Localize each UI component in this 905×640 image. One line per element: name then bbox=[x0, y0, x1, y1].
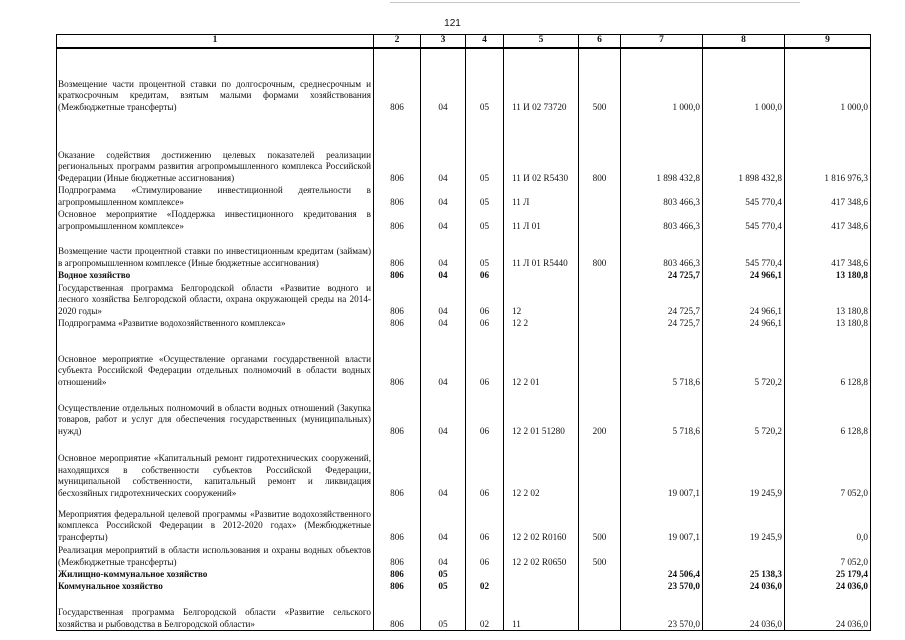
amount-2018-cell: 1 000,0 bbox=[621, 48, 703, 114]
amount-2019-cell: 545 770,4 bbox=[703, 209, 785, 233]
section-cell: 05 bbox=[421, 593, 466, 631]
scan-artifact-line bbox=[390, 2, 800, 3]
column-header: 5 bbox=[504, 35, 579, 48]
section-cell: 04 bbox=[421, 114, 466, 185]
ministry-code-cell: 806 bbox=[374, 48, 421, 114]
column-header: 1 bbox=[57, 35, 374, 48]
expense-type-cell bbox=[579, 282, 621, 318]
item-name-cell: Основное мероприятие «Капитальный ремонт гидротехнических сооружений, находящихся в собственности субъектов Российской Федерации, муниципальной собственности, капитальный ремонт и ликвидация бесхозяйных гидротехнических сооружений» bbox=[57, 438, 374, 500]
target-article-cell: 12 2 01 51280 bbox=[504, 389, 579, 438]
subsection-cell: 06 bbox=[466, 544, 504, 569]
table-row bbox=[57, 500, 871, 544]
ministry-code-cell: 806 bbox=[374, 569, 421, 581]
ministry-code-cell: 806 bbox=[374, 282, 421, 318]
amount-2020-cell: 417 348,6 bbox=[785, 233, 871, 270]
amount-2019-cell: 25 138,3 bbox=[703, 569, 785, 581]
amount-2019-cell: 24 036,0 bbox=[703, 581, 785, 593]
table-row bbox=[57, 569, 871, 581]
section-cell: 04 bbox=[421, 330, 466, 389]
item-name-cell: Возмещение части процентной ставки по долгосрочным, среднесрочным и краткосрочным кредитам, взятым малыми формами хозяйствования (Межбюджетные трансферты) bbox=[57, 48, 374, 114]
ministry-code-cell: 806 bbox=[374, 209, 421, 233]
amount-2018-cell: 803 466,3 bbox=[621, 209, 703, 233]
ministry-code-cell: 806 bbox=[374, 544, 421, 569]
amount-2018-cell: 24 506,4 bbox=[621, 569, 703, 581]
target-article-cell: 12 2 02 R0160 bbox=[504, 500, 579, 544]
amount-2018-cell: 5 718,6 bbox=[621, 389, 703, 438]
amount-2020-cell: 13 180,8 bbox=[785, 282, 871, 318]
column-header: 6 bbox=[579, 35, 621, 48]
target-article-cell: 12 2 02 R0650 bbox=[504, 544, 579, 569]
item-name-cell: Подпрограмма «Развитие водохозяйственного комплекса» bbox=[57, 318, 374, 330]
column-header: 9 bbox=[785, 35, 871, 48]
ministry-code-cell: 806 bbox=[374, 233, 421, 270]
section-cell: 04 bbox=[421, 318, 466, 330]
ministry-code-cell: 806 bbox=[374, 593, 421, 631]
table-header-row bbox=[57, 35, 871, 48]
table-row bbox=[57, 48, 871, 114]
amount-2019-cell bbox=[703, 544, 785, 569]
ministry-code-cell: 806 bbox=[374, 185, 421, 209]
expense-type-cell: 500 bbox=[579, 544, 621, 569]
target-article-cell bbox=[504, 581, 579, 593]
amount-2019-cell: 24 966,1 bbox=[703, 318, 785, 330]
amount-2020-cell: 417 348,6 bbox=[785, 209, 871, 233]
column-header: 4 bbox=[466, 35, 504, 48]
item-name-cell: Реализация мероприятий в области использования и охраны водных объектов (Межбюджетные трансферты) bbox=[57, 544, 374, 569]
amount-2018-cell: 803 466,3 bbox=[621, 185, 703, 209]
section-cell: 04 bbox=[421, 48, 466, 114]
table-row bbox=[57, 233, 871, 270]
table-row bbox=[57, 282, 871, 318]
table-row bbox=[57, 593, 871, 631]
amount-2018-cell: 23 570,0 bbox=[621, 593, 703, 631]
table-body bbox=[57, 48, 871, 631]
item-name-cell: Государственная программа Белгородской области «Развитие водного и лесного хозяйства Белгородской области, охрана окружающей среды на 2014-2020 годы» bbox=[57, 282, 374, 318]
subsection-cell: 05 bbox=[466, 185, 504, 209]
target-article-cell: 11 Л 01 bbox=[504, 209, 579, 233]
amount-2020-cell: 7 052,0 bbox=[785, 544, 871, 569]
amount-2018-cell: 5 718,6 bbox=[621, 330, 703, 389]
table-row bbox=[57, 544, 871, 569]
section-cell: 05 bbox=[421, 581, 466, 593]
subsection-cell: 02 bbox=[466, 593, 504, 631]
table-row bbox=[57, 389, 871, 438]
amount-2018-cell: 1 898 432,8 bbox=[621, 114, 703, 185]
table-row bbox=[57, 438, 871, 500]
target-article-cell: 11 Л bbox=[504, 185, 579, 209]
section-cell: 04 bbox=[421, 270, 466, 282]
target-article-cell: 11 Л 01 R5440 bbox=[504, 233, 579, 270]
amount-2020-cell: 13 180,8 bbox=[785, 318, 871, 330]
target-article-cell: 11 bbox=[504, 593, 579, 631]
page-number: 121 bbox=[444, 18, 461, 29]
amount-2019-cell: 1 000,0 bbox=[703, 48, 785, 114]
column-header: 7 bbox=[621, 35, 703, 48]
expense-type-cell bbox=[579, 569, 621, 581]
item-name-cell: Основное мероприятие «Осуществление органами государственной власти субъекта Российской Федерации отдельных полномочий в области водных отношений» bbox=[57, 330, 374, 389]
item-name-cell: Оказание содействия достижению целевых показателей реализации региональных программ развития агропромышленного комплекса Российской Федерации (Иные бюджетные ассигнования) bbox=[57, 114, 374, 185]
subsection-cell: 06 bbox=[466, 330, 504, 389]
amount-2018-cell bbox=[621, 544, 703, 569]
amount-2019-cell: 24 966,1 bbox=[703, 270, 785, 282]
amount-2019-cell: 545 770,4 bbox=[703, 185, 785, 209]
amount-2019-cell: 24 036,0 bbox=[703, 593, 785, 631]
item-name-cell: Осуществление отдельных полномочий в области водных отношений (Закупка товаров, работ и услуг для обеспечения государственных (муниципальных) нужд) bbox=[57, 389, 374, 438]
amount-2019-cell: 19 245,9 bbox=[703, 500, 785, 544]
table-row bbox=[57, 270, 871, 282]
amount-2018-cell: 24 725,7 bbox=[621, 318, 703, 330]
subsection-cell: 06 bbox=[466, 318, 504, 330]
amount-2020-cell: 6 128,8 bbox=[785, 330, 871, 389]
item-name-cell: Государственная программа Белгородской области «Развитие сельского хозяйства и рыбоводства в Белгородской области» bbox=[57, 593, 374, 631]
expense-type-cell bbox=[579, 270, 621, 282]
ministry-code-cell: 806 bbox=[374, 330, 421, 389]
target-article-cell: 12 2 bbox=[504, 318, 579, 330]
amount-2019-cell: 24 966,1 bbox=[703, 282, 785, 318]
section-cell: 05 bbox=[421, 569, 466, 581]
subsection-cell: 06 bbox=[466, 438, 504, 500]
item-name-cell: Коммунальное хозяйство bbox=[57, 581, 374, 593]
amount-2019-cell: 545 770,4 bbox=[703, 233, 785, 270]
amount-2018-cell: 803 466,3 bbox=[621, 233, 703, 270]
subsection-cell: 06 bbox=[466, 389, 504, 438]
subsection-cell: 06 bbox=[466, 500, 504, 544]
target-article-cell: 12 bbox=[504, 282, 579, 318]
ministry-code-cell: 806 bbox=[374, 581, 421, 593]
subsection-cell: 06 bbox=[466, 270, 504, 282]
expense-type-cell bbox=[579, 209, 621, 233]
expense-type-cell: 500 bbox=[579, 500, 621, 544]
ministry-code-cell: 806 bbox=[374, 270, 421, 282]
amount-2020-cell: 1 000,0 bbox=[785, 48, 871, 114]
budget-table bbox=[56, 34, 871, 631]
subsection-cell bbox=[466, 569, 504, 581]
amount-2018-cell: 24 725,7 bbox=[621, 270, 703, 282]
subsection-cell: 05 bbox=[466, 233, 504, 270]
target-article-cell: 12 2 01 bbox=[504, 330, 579, 389]
item-name-cell: Водное хозяйство bbox=[57, 270, 374, 282]
amount-2019-cell: 19 245,9 bbox=[703, 438, 785, 500]
expense-type-cell bbox=[579, 185, 621, 209]
expense-type-cell bbox=[579, 593, 621, 631]
item-name-cell: Жилищно-коммунальное хозяйство bbox=[57, 569, 374, 581]
section-cell: 04 bbox=[421, 282, 466, 318]
section-cell: 04 bbox=[421, 233, 466, 270]
column-header: 3 bbox=[421, 35, 466, 48]
expense-type-cell: 500 bbox=[579, 48, 621, 114]
table-row bbox=[57, 318, 871, 330]
amount-2020-cell: 417 348,6 bbox=[785, 185, 871, 209]
subsection-cell: 05 bbox=[466, 114, 504, 185]
target-article-cell: 12 2 02 bbox=[504, 438, 579, 500]
amount-2018-cell: 19 007,1 bbox=[621, 438, 703, 500]
item-name-cell: Возмещение части процентной ставки по инвестиционным кредитам (займам) в агропромышленном комплексе (Иные бюджетные ассигнования) bbox=[57, 233, 374, 270]
amount-2020-cell: 6 128,8 bbox=[785, 389, 871, 438]
ministry-code-cell: 806 bbox=[374, 500, 421, 544]
item-name-cell: Мероприятия федеральной целевой программы «Развитие водохозяйственного комплекса Российской Федерации в 2012-2020 годах» (Межбюджетные трансферты) bbox=[57, 500, 374, 544]
subsection-cell: 05 bbox=[466, 209, 504, 233]
subsection-cell: 05 bbox=[466, 48, 504, 114]
subsection-cell: 06 bbox=[466, 282, 504, 318]
section-cell: 04 bbox=[421, 544, 466, 569]
expense-type-cell bbox=[579, 330, 621, 389]
amount-2018-cell: 23 570,0 bbox=[621, 581, 703, 593]
expense-type-cell: 800 bbox=[579, 114, 621, 185]
table-row bbox=[57, 185, 871, 209]
table-row bbox=[57, 209, 871, 233]
target-article-cell: 11 И 02 R5430 bbox=[504, 114, 579, 185]
amount-2019-cell: 1 898 432,8 bbox=[703, 114, 785, 185]
expense-type-cell bbox=[579, 581, 621, 593]
amount-2020-cell: 0,0 bbox=[785, 500, 871, 544]
expense-type-cell: 200 bbox=[579, 389, 621, 438]
amount-2018-cell: 24 725,7 bbox=[621, 282, 703, 318]
amount-2020-cell: 13 180,8 bbox=[785, 270, 871, 282]
section-cell: 04 bbox=[421, 209, 466, 233]
ministry-code-cell: 806 bbox=[374, 318, 421, 330]
section-cell: 04 bbox=[421, 500, 466, 544]
table-row bbox=[57, 330, 871, 389]
expense-type-cell bbox=[579, 318, 621, 330]
target-article-cell bbox=[504, 270, 579, 282]
amount-2020-cell: 7 052,0 bbox=[785, 438, 871, 500]
amount-2020-cell: 24 036,0 bbox=[785, 581, 871, 593]
amount-2020-cell: 24 036,0 bbox=[785, 593, 871, 631]
ministry-code-cell: 806 bbox=[374, 389, 421, 438]
ministry-code-cell: 806 bbox=[374, 114, 421, 185]
expense-type-cell bbox=[579, 438, 621, 500]
table-row bbox=[57, 581, 871, 593]
target-article-cell bbox=[504, 569, 579, 581]
table-row bbox=[57, 114, 871, 185]
item-name-cell: Основное мероприятие «Поддержка инвестиционного кредитования в агропромышленном комплексе» bbox=[57, 209, 374, 233]
expense-type-cell: 800 bbox=[579, 233, 621, 270]
amount-2020-cell: 25 179,4 bbox=[785, 569, 871, 581]
column-header: 8 bbox=[703, 35, 785, 48]
amount-2019-cell: 5 720,2 bbox=[703, 389, 785, 438]
section-cell: 04 bbox=[421, 185, 466, 209]
target-article-cell: 11 И 02 73720 bbox=[504, 48, 579, 114]
item-name-cell: Подпрограмма «Стимулирование инвестиционной деятельности в агропромышленном комплексе» bbox=[57, 185, 374, 209]
ministry-code-cell: 806 bbox=[374, 438, 421, 500]
amount-2020-cell: 1 816 976,3 bbox=[785, 114, 871, 185]
amount-2019-cell: 5 720,2 bbox=[703, 330, 785, 389]
subsection-cell: 02 bbox=[466, 581, 504, 593]
section-cell: 04 bbox=[421, 389, 466, 438]
section-cell: 04 bbox=[421, 438, 466, 500]
column-header: 2 bbox=[374, 35, 421, 48]
amount-2018-cell: 19 007,1 bbox=[621, 500, 703, 544]
